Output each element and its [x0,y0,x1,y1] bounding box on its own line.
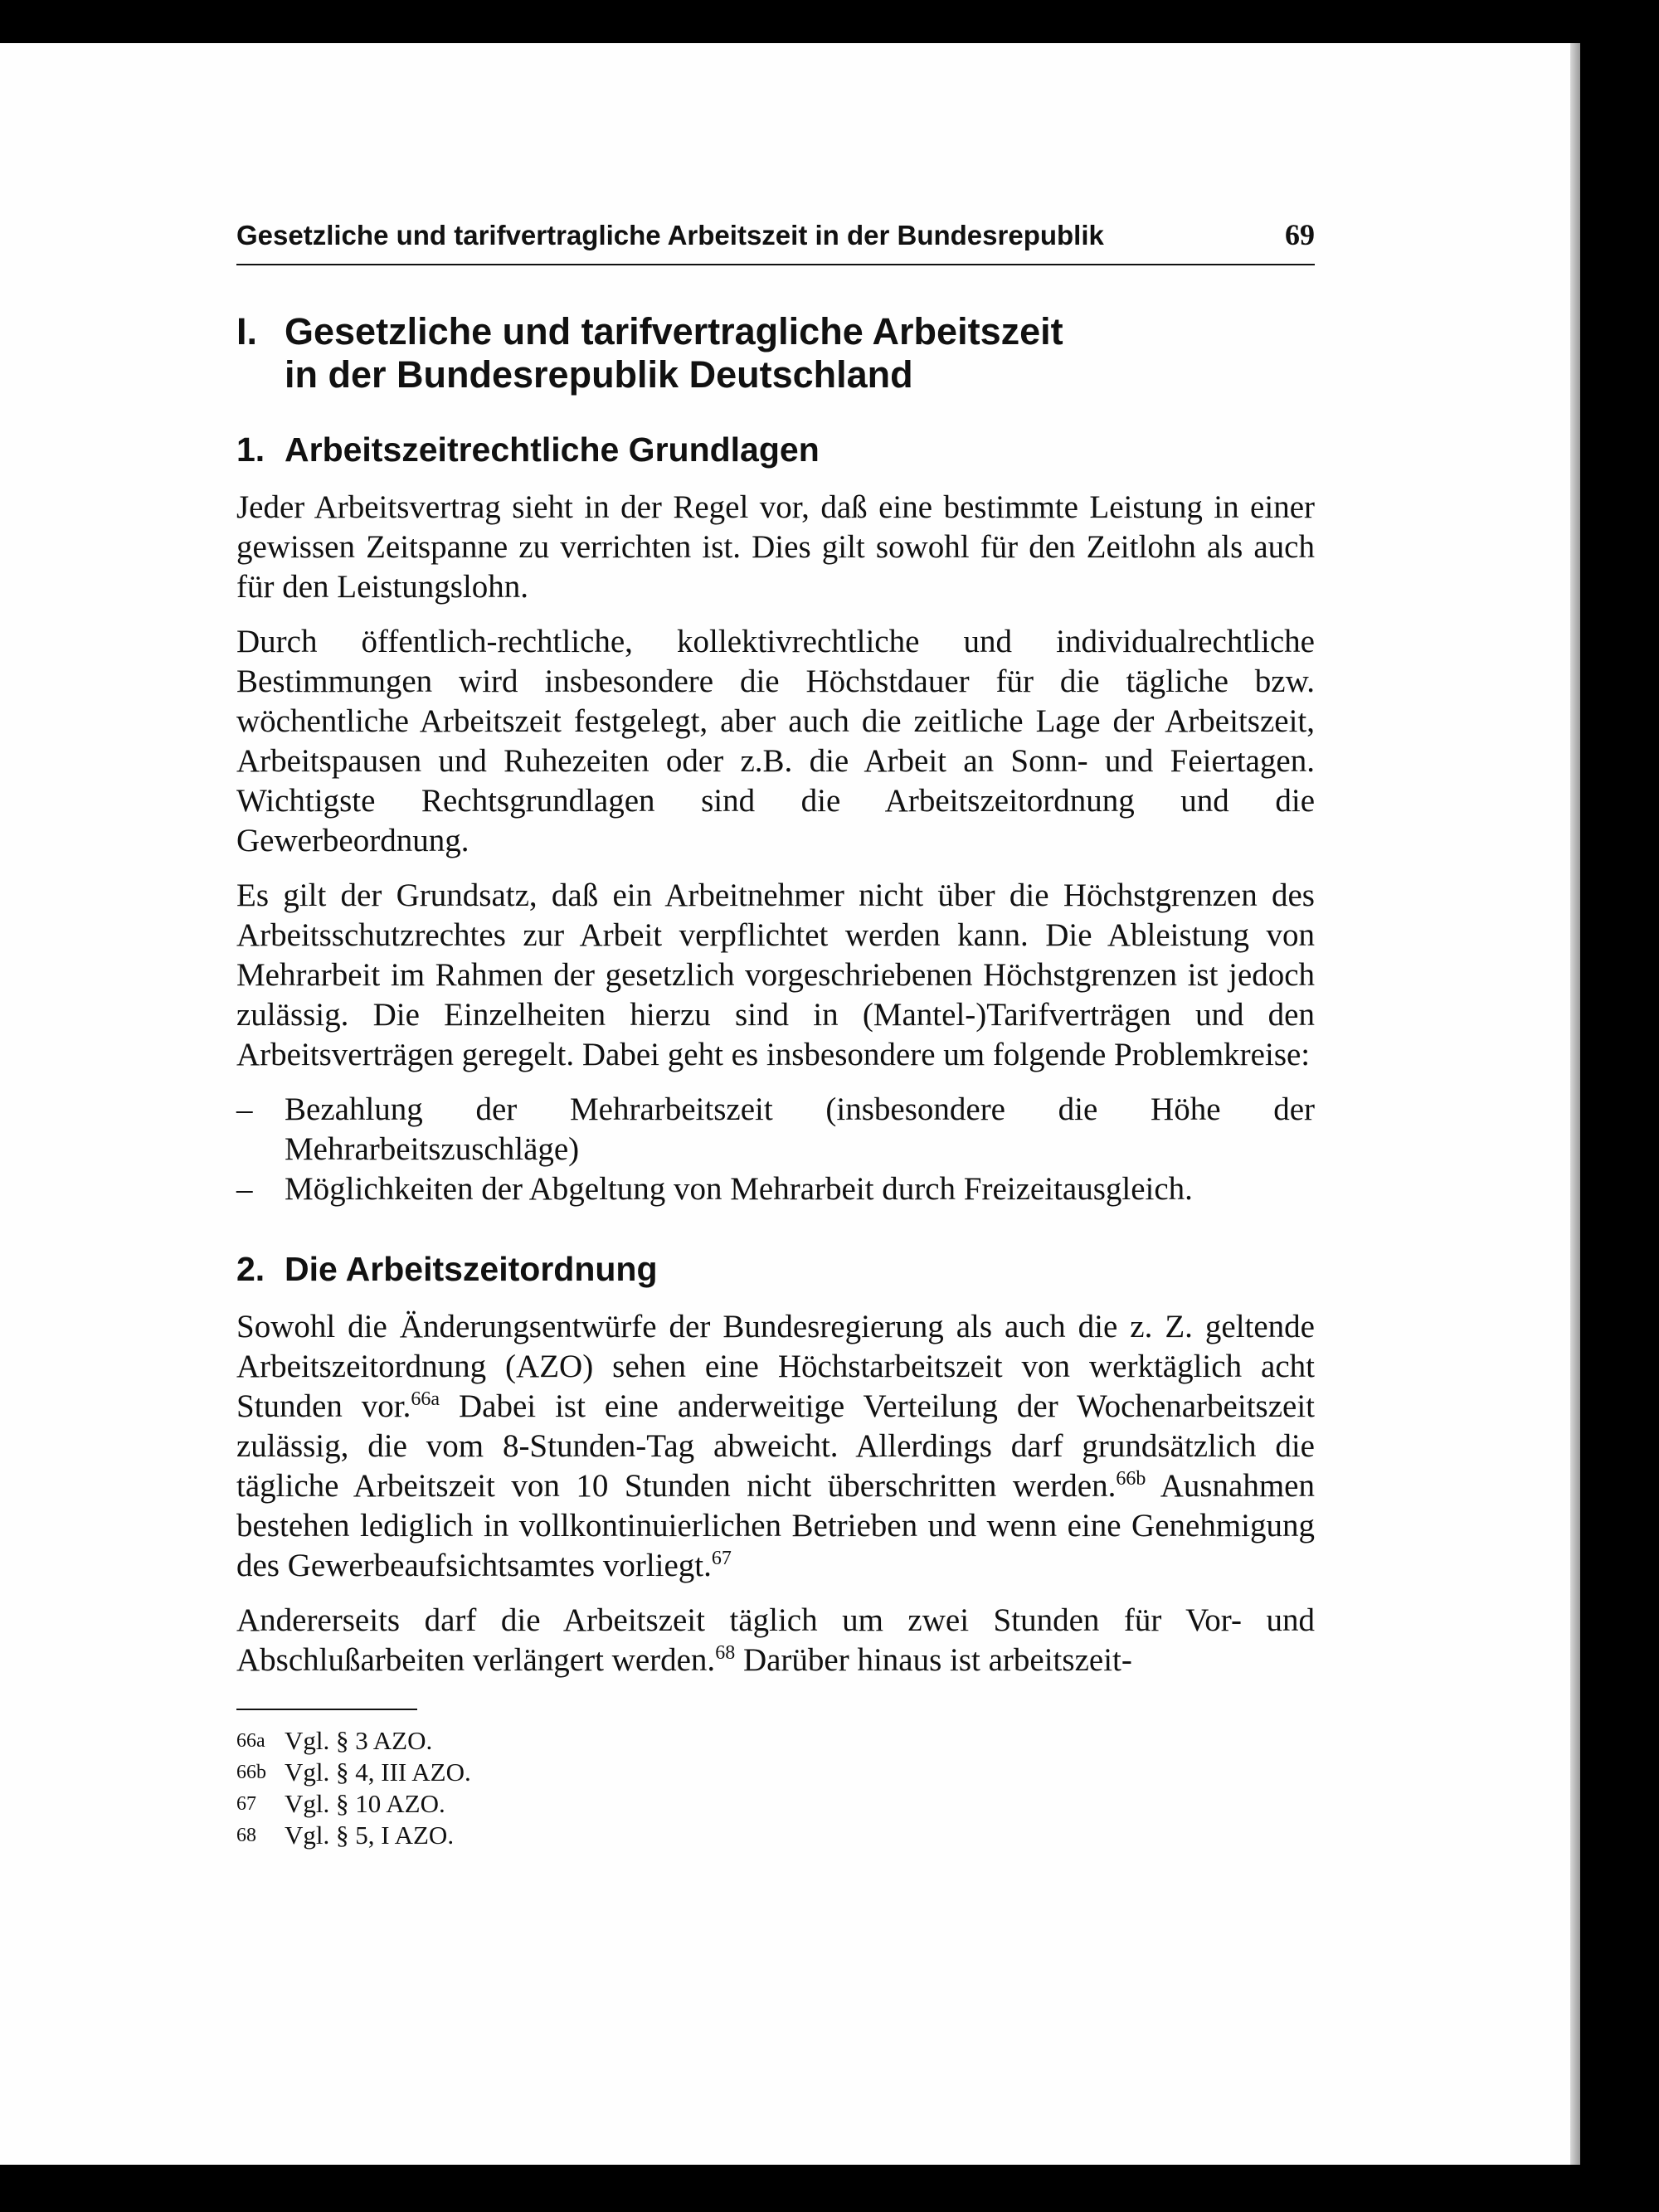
dash-marker: – [236,1171,253,1207]
footnotes [236,1725,1315,1851]
dash-marker: – [236,1091,253,1127]
footnote-ref: 68 [715,1642,736,1664]
footnote-ref: 66a [411,1388,440,1410]
list-item-text: Bezahlung der Mehrarbeitszeit (insbesondere die Höhe der Mehrarbeitszuschläge) [285,1091,1315,1167]
footnote [236,1725,1315,1757]
footnote-number: 67 [236,1793,256,1815]
footnote [236,1757,1315,1788]
list-item [236,1169,1315,1209]
footnote-rule [236,1709,417,1710]
paragraph-text: Ausnahmen bestehen lediglich in vollkontinuierlichen Betrieben und wenn eine Genehmigung des Gewerbeaufsichtsamtes vorliegt. [236,1468,1315,1583]
section-title: Die Arbeitszeitordnung [285,1250,658,1288]
list-item [236,1090,1315,1169]
section-heading-2 [236,1249,1315,1289]
book-page [0,43,1580,2165]
paragraph-text: Dabei ist eine anderweitige Verteilung der Wochenarbeitszeit zulässig, die vom 8-Stunden-Tag abweicht. Allerdings darf grundsätzlich die tägliche Arbeitszeit von 10 Stunden nicht überschritten werden. [236,1388,1315,1504]
running-head [236,217,1315,265]
page-edge [1570,43,1580,2165]
footnote [236,1820,1315,1851]
paragraph [236,1307,1315,1586]
section-number: 2. [236,1250,265,1288]
footnote [236,1788,1315,1820]
running-head-title: Gesetzliche und tarifvertragliche Arbeitszeit in der Bundesrepublik [236,220,1104,250]
page-content [236,217,1315,1851]
paragraph [236,1601,1315,1680]
footnote-number: 66b [236,1762,266,1783]
footnote-number: 66a [236,1730,265,1752]
list-item-text: Möglichkeiten der Abgeltung von Mehrarbeit durch Freizeitausgleich. [285,1171,1193,1207]
paragraph-text: Andererseits darf die Arbeitszeit täglich um zwei Stunden für Vor- und Abschlußarbeiten verlängert werden. [236,1602,1315,1678]
footnote-ref: 66b [1116,1468,1146,1490]
paragraph-text: Sowohl die Änderungsentwürfe der Bundesregierung als auch die z. Z. geltende Arbeitszeitordnung (AZO) sehen eine Höchstarbeitszeit von werktäglich acht Stunden vor. [236,1309,1315,1424]
page-number: 69 [1285,218,1315,251]
footnote-text: Vgl. § 10 AZO. [285,1789,445,1818]
section-number: 1. [236,430,265,469]
paragraph: Jeder Arbeitsvertrag sieht in der Regel vor, daß eine bestimmte Leistung in einer gewissen Zeitspanne zu verrichten ist. Dies gilt sowohl für den Zeitlohn als auch für den Leistungslohn. [236,489,1315,605]
footnote-ref: 67 [711,1548,732,1569]
chapter-number: I. [236,310,258,352]
dash-list [236,1090,1315,1209]
section-heading-1 [236,430,1315,469]
chapter-title-line1: Gesetzliche und tarifvertragliche Arbeitszeit [285,310,1063,352]
footnote-text: Vgl. § 3 AZO. [285,1726,433,1755]
footnote-number: 68 [236,1825,256,1846]
paragraph: Durch öffentlich-rechtliche, kollektivrechtliche und individualrechtliche Bestimmungen wird insbesondere die Höchstdauer für die tägliche bzw. wöchentliche Arbeitszeit festgelegt, aber auch die zeitliche Lage der Arbeitszeit, Arbeitspausen und Ruhezeiten oder z.B. die Arbeit an Sonn- und Feiertagen. Wichtigste Rechtsgrundlagen sind die Arbeitszeitordnung und die Gewerbeordnung. [236,624,1315,858]
footnote-text: Vgl. § 5, I AZO. [285,1821,455,1850]
section-title: Arbeitszeitrechtliche Grundlagen [285,430,820,469]
footnote-text: Vgl. § 4, III AZO. [285,1757,471,1787]
chapter-title-line2: in der Bundesrepublik Deutschland [285,353,913,396]
chapter-heading [236,310,1315,396]
paragraph: Es gilt der Grundsatz, daß ein Arbeitnehmer nicht über die Höchstgrenzen des Arbeitsschutzrechtes zur Arbeit verpflichtet werden kann. Die Ableistung von Mehrarbeit im Rahmen der gesetzlich vorgeschriebenen Höchstgrenzen ist jedoch zulässig. Die Einzelheiten hierzu sind in (Mantel-)Tarifverträgen und den Arbeitsverträgen geregelt. Dabei geht es insbesondere um folgende Problemkreise: [236,878,1315,1072]
paragraph-text: Darüber hinaus ist arbeitszeit- [735,1642,1132,1678]
